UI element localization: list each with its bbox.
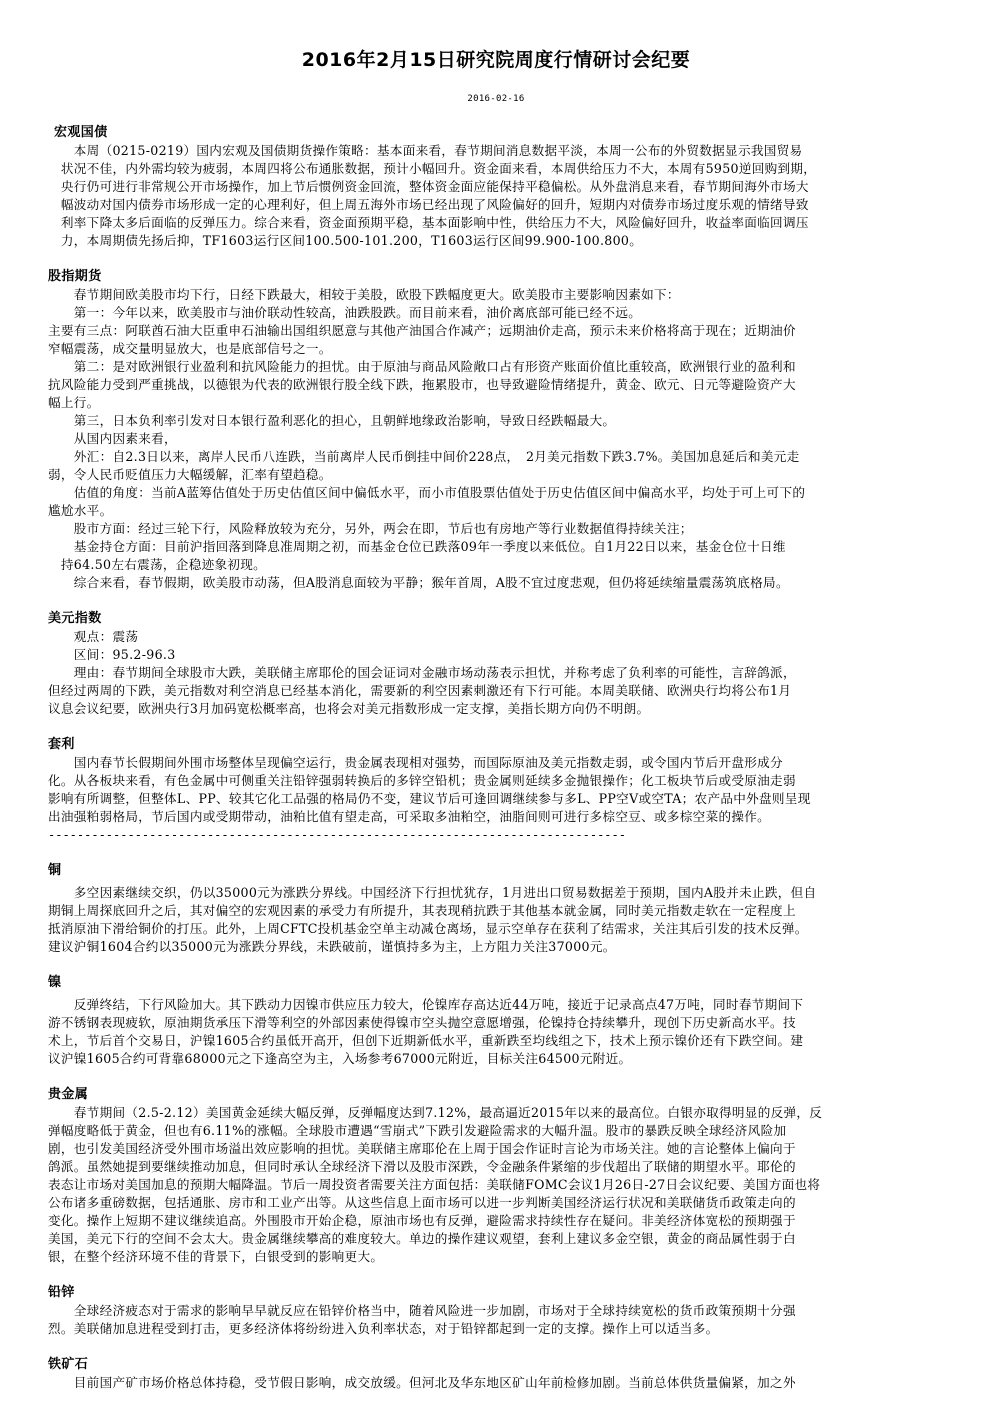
paragraph-line: 力，本周期债先扬后抑，TF1603运行区间100.500-101.200，T1603运行区间99.900-100.800。 [48,233,643,248]
section-index [48,268,948,592]
paragraph-line: 游不锈钢表现疲软，原油期货承压下滑等利空的外部因素使得镍市空头抛空意愿增强，伦镍持仓持续攀升，现创下历史新高水平。技 [48,1015,796,1030]
paragraph-line: 基金持仓方面：目前沪指回落到降息准周期之初，而基金仓位已跌落09年一季度以来低位。自1月22日以来，基金仓位十日维 [48,539,786,554]
section-macro [48,124,948,250]
section-copper [48,862,948,956]
paragraph-line: 鸽派。虽然她提到要继续推动加息，但同时承认全球经济下滑以及股市深跌，令金融条件紧缩的步伐超出了联储的期望水平。耶伦的 [48,1159,796,1174]
paragraph-line: 弹幅度略低于黄金，但也有6.11%的涨幅。全球股市遭遇“雪崩式”下跌引发避险需求的大幅升温。股市的暴跌反映全球经济风险加 [48,1123,787,1138]
paragraph-line: 但经过两周的下跌，美元指数对利空消息已经基本消化，需要新的利空因素刺激还有下行可能。本周美联储、欧洲央行均将公布1月 [48,683,792,698]
paragraph-line: 反弹终结，下行风险加大。其下跌动力因镍市供应压力较大，伦镍库存高达近44万吨，接近于记录高点47万吨，同时春节期间下 [48,997,804,1012]
section-heading: 镍 [48,975,62,990]
paragraph-line: 股市方面：经过三轮下行，风险释放较为充分，另外，两会在即，节后也有房地产等行业数据值得持续关注； [48,521,693,536]
paragraph-line: 春节期间欧美股市均下行，日经下跌最大，相较于美股，欧股下跌幅度更大。欧美股市主要影响因素如下： [48,287,680,302]
document-body [48,124,948,1392]
paragraph-line: 第一：今年以来，欧美股市与油价联动性较高，油跌股跌。而目前来看，油价离底部可能已经不远。 [48,305,642,320]
paragraph-line: 化。从各板块来看，有色金属中可侧重关注铅锌强弱转换后的多锌空铅机；贵金属则延续多金抛银操作；化工板块节后或受原油走弱 [48,773,796,788]
dashed-divider: -------------------------------------------------------------------------------- [48,828,626,842]
paragraph-line: 全球经济疲态对于需求的影响早早就反应在铅锌价格当中，随着风险进一步加剧，市场对于全球持续宽松的货币政策预期十分强 [48,1303,796,1318]
paragraph-line: 术上，节后首个交易日，沪镍1605合约虽低开高开，但创下近期新低水平，重新跌至均线组之下，技术上预示镍价还有下跌空间。建 [48,1033,804,1048]
section-heading: 股指期货 [48,269,102,284]
section-heading: 铜 [48,863,62,878]
document-date: 2016-02-16 [467,94,525,104]
section-heading: 美元指数 [48,611,102,626]
paragraph-line: 理由：春节期间全球股市大跌，美联储主席耶伦的国会证词对金融市场动荡表示担忧，并称考虑了负利率的可能性，言辞鸽派， [48,665,796,680]
paragraph-line: 观点：震荡 [48,629,139,644]
section-arbitrage [48,736,948,844]
paragraph-line: 公布诸多重磅数据，包括通胀、房市和工业产出等。从这些信息上面市场可以进一步判断美国经济运行状况和美联储货币政策走向的 [48,1195,796,1210]
paragraph-line: 多空因素继续交织，仍以35000元为涨跌分界线。中国经济下行担忧犹存，1月进出口贸易数据差于预期，国内A股并未止跌，但自 [48,885,817,900]
paragraph-line: 议沪镍1605合约可背靠68000元之下逢高空为主，入场参考67000元附近，目标关注64500元附近。 [48,1051,632,1066]
section-heading: 铁矿石 [48,1357,89,1372]
paragraph-line: 表态让市场对美国加息的预期大幅降温。节后一周投资者需要关注方面包括：美联储FOMC会议1月26日-27日会议纪要、美国方面也将 [48,1177,821,1192]
paragraph-line: 外汇：自2.3日以来，离岸人民币八连跌，当前离岸人民币倒挂中间价228点， 2月美元指数下跌3.7%。美国加息延后和美元走 [48,449,800,464]
paragraph-line: 银，在整个经济环境不佳的背景下，白银受到的影响更大。 [48,1249,384,1264]
section-heading: 宏观国债 [54,125,108,140]
paragraph-line: 持64.50左右震荡，企稳迹象初现。 [48,557,267,572]
paragraph-line: 区间：95.2-96.3 [48,647,176,662]
paragraph-line: 影响有所调整，但整体L、PP、较其它化工品强的格局仍不变，建议节后可逢回调继续参与多L、PP空V或空TA；农产品中外盘则呈现 [48,791,811,806]
section-precious-metals [48,1086,948,1266]
section-heading: 贵金属 [48,1087,89,1102]
paragraph-line: 估值的角度：当前A蓝筹估值处于历史估值区间中偏低水平，而小市值股票估值处于历史估值区间中偏高水平，均处于可上可下的 [48,485,806,500]
paragraph-line: 剧，也引发美国经济受外围市场溢出效应影响的担忧。美联储主席耶伦在上周于国会作证时言论为市场关注。她的言论整体上偏向于 [48,1141,796,1156]
paragraph-line: 美国，美元下行的空间不会太大。贵金属继续攀高的难度较大。单边的操作建议观望，套利上建议多金空银，黄金的商品属性弱于白 [48,1231,796,1246]
section-lead-zinc [48,1284,948,1338]
paragraph-line: 第二：是对欧洲银行业盈利和抗风险能力的担忧。由于原油与商品风险敞口占有形资产账面价值比重较高，欧洲银行业的盈利和 [48,359,796,374]
paragraph-line: 抗风险能力受到严重挑战，以德银为代表的欧洲银行股全线下跌，拖累股市，也导致避险情绪提升，黄金、欧元、日元等避险资产大 [48,377,796,392]
paragraph-line: 变化。操作上短期不建议继续追高。外围股市开始企稳，原油市场也有反弹，避险需求持续性存在疑问。非美经济体宽松的预期强于 [48,1213,796,1228]
paragraph-line: 幅上行。 [48,395,100,410]
section-heading: 套利 [48,737,75,752]
paragraph-line: 本周（0215-0219）国内宏观及国债期货操作策略：基本面来看，春节期间消息数据平淡，本周一公布的外贸数据显示我国贸易 [48,143,803,158]
paragraph-line: 建议沪铜1604合约以35000元为涨跌分界线，未跌破前，谨慎持多为主，上方阻力关注37000元。 [48,939,616,954]
paragraph-line: 弱，令人民币贬值压力大幅缓解，汇率有望趋稳。 [48,467,332,482]
paragraph-line: 尴尬水平。 [48,503,113,518]
paragraph-line: 出油强粕弱格局，节后国内或受期带动，油粕比值有望走高，可采取多油粕空，油脂间则可进行多棕空豆、或多棕空菜的操作。 [48,809,771,824]
paragraph-line: 期铜上周探底回升之后，其对偏空的宏观因素的承受力有所提升，其表现稍抗跌于其他基本就金属，同时美元指数走软在一定程度上 [48,903,796,918]
paragraph-line: 国内春节长假期间外围市场整体呈现偏空运行，贵金属表现相对强势，而国际原油及美元指数走弱，或令国内节后开盘形成分 [48,755,783,770]
paragraph-line: 目前国产矿市场价格总体持稳，受节假日影响，成交放缓。但河北及华东地区矿山年前检修加剧。当前总体供货量偏紧，加之外 [48,1375,796,1390]
paragraph-line: 议息会议纪要，欧洲央行3月加码宽松概率高，也将会对美元指数形成一定支撑，美指长期方向仍不明朗。 [48,701,650,716]
paragraph-line: 抵消原油下滑给铜价的打压。此外，上周CFTC投机基金空单主动减仓离场，显示空单存在获利了结需求，关注其后引发的技术反弹。 [48,921,808,936]
paragraph-line: 窄幅震荡，成交量明显放大，也是底部信号之一。 [48,341,332,356]
paragraph-line: 烈。美联储加息进程受到打击，更多经济体将纷纷进入负利率状态，对于铅锌都起到一定的支撑。操作上可以适当多。 [48,1321,719,1336]
paragraph-line: 从国内因素来看， [48,431,177,446]
paragraph-line: 第三，日本负利率引发对日本银行盈利恶化的担心，且朝鲜地缘政治影响，导致日经跌幅最大。 [48,413,616,428]
paragraph-line: 春节期间（2.5-2.12）美国黄金延续大幅反弹，反弹幅度达到7.12%，最高逼近2015年以来的最高位。白银亦取得明显的反弹，反 [48,1105,823,1120]
section-iron-ore [48,1356,948,1392]
paragraph-line: 利率下降太多后面临的反弹压力。综合来看，资金面预期平稳，基本面影响中性，供给压力不大，风险偏好回升，收益率面临回调压 [48,215,809,230]
paragraph-line: 综合来看，春节假期，欧美股市动荡，但A股消息面较为平静；猴年首周，A股不宜过度悲观，但仍将延续缩量震荡筑底格局。 [48,575,789,590]
paragraph-line: 幅波动对国内债券市场形成一定的心理利好，但上周五海外市场已经出现了风险偏好的回升，短期内对债券市场过度乐观的情绪导致 [48,197,809,212]
section-nickel [48,974,948,1068]
section-usd [48,610,948,718]
paragraph-line: 央行仍可进行非常规公开市场操作，加上节后惯例资金回流，整体资金面应能保持平稳偏松。从外盘消息来看，春节期间海外市场大 [48,179,809,194]
paragraph-line: 主要有三点：阿联酋石油大臣重申石油输出国组织愿意与其他产油国合作减产；远期油价走高，预示未来价格将高于现在；近期油价 [48,323,796,338]
section-heading: 铅锌 [48,1285,75,1300]
paragraph-line: 状况不佳，内外需均较为疲弱，本周四将公布通胀数据，预计小幅回升。资金面来看，本周供给压力不大，本周有5950逆回购到期， [48,161,817,176]
document-title: 2016年2月15日研究院周度行情研讨会纪要 [301,49,691,71]
